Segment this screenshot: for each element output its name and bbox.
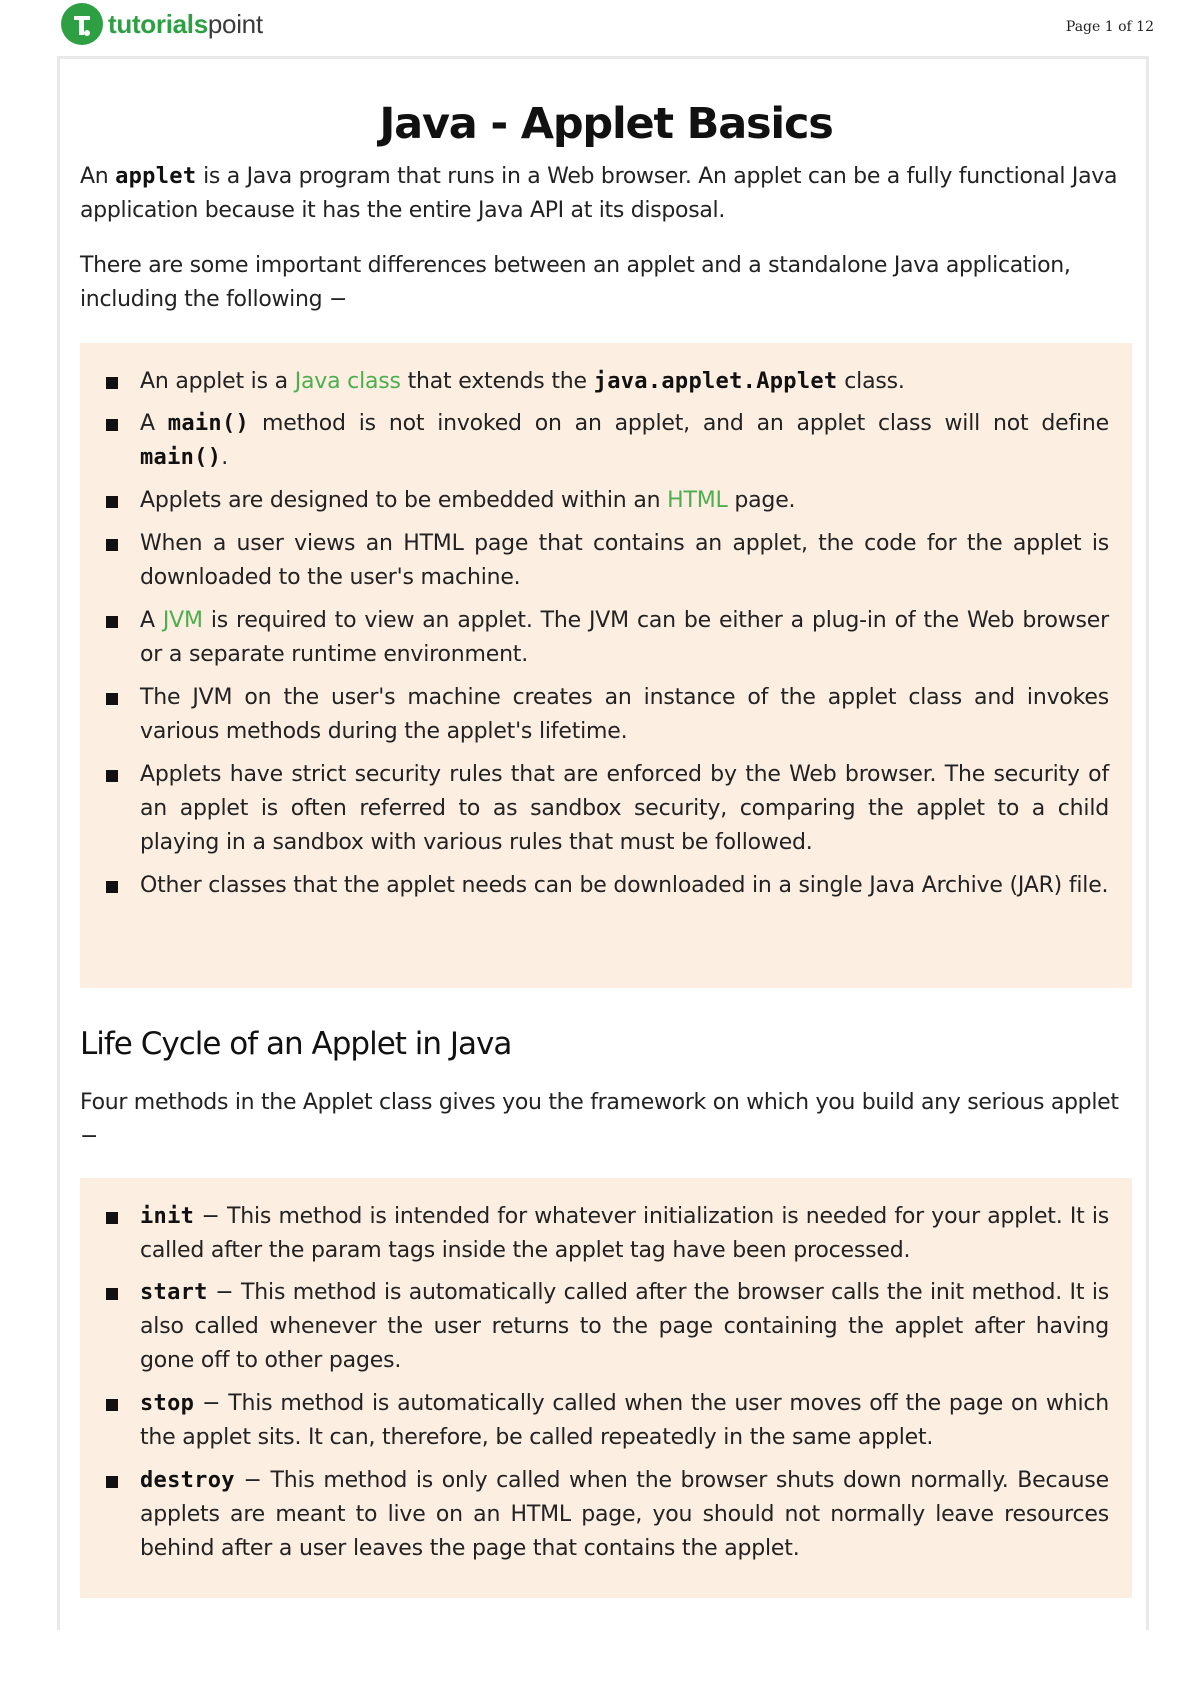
method-term-start: start	[140, 1280, 208, 1305]
code-java-applet-applet: java.applet.Applet	[593, 369, 838, 394]
lifecycle-intro: Four methods in the Applet class gives you the framework on which you build any serious applet −	[80, 1090, 1119, 1149]
list-item: An applet is a Java class that extends the java.applet.Applet class.	[80, 365, 1132, 399]
code-main: main()	[167, 411, 250, 436]
lifecycle-list	[80, 1200, 1132, 1566]
list-item: init − This method is intended for whatever initialization is needed for your applet. It is called after the param tags inside the applet tag have been processed.	[80, 1200, 1132, 1268]
intro-p1-pre: An	[80, 164, 116, 189]
logo-text-tutorials: tutorials	[108, 8, 208, 39]
tutorialspoint-logo[interactable]	[60, 2, 263, 46]
list-item: Applets are designed to be embedded within an HTML page.	[80, 484, 1132, 518]
square-bullet-icon	[106, 1212, 118, 1224]
section-heading-lifecycle: Life Cycle of an Applet in Java	[80, 1026, 512, 1062]
intro-paragraph-1	[80, 160, 1132, 228]
list-item: Applets have strict security rules that are enforced by the Web browser. The security of an applet is often referred to as sandbox security, comparing the applet to a child playing in a sandbox with various rules that must be followed.	[80, 758, 1132, 860]
code-main: main()	[140, 445, 222, 470]
method-term-init: init	[140, 1204, 195, 1229]
square-bullet-icon	[106, 881, 118, 893]
list-item: The JVM on the user's machine creates an instance of the applet class and invokes various methods during the applet's lifetime.	[80, 681, 1132, 749]
method-term-stop: stop	[140, 1391, 195, 1416]
method-term-destroy: destroy	[140, 1468, 235, 1493]
list-item: stop − This method is automatically called when the user moves off the page on which the applet sits. It can, therefore, be called repeatedly in the same applet.	[80, 1387, 1132, 1455]
list-item: start − This method is automatically called after the browser calls the init method. It is also called whenever the user returns to the page containing the applet after having gone off to other pages.	[80, 1276, 1132, 1378]
square-bullet-icon	[106, 1476, 118, 1488]
intro-p1-post: is a Java program that runs in a Web browser. An applet can be a fully functional Java application because it has the entire Java API at its disposal.	[80, 164, 1118, 223]
document-content	[80, 96, 1132, 1598]
square-bullet-icon	[106, 419, 118, 431]
square-bullet-icon	[106, 1288, 118, 1300]
java-class-link[interactable]: Java class	[294, 369, 401, 394]
html-link[interactable]: HTML	[667, 488, 728, 513]
square-bullet-icon	[106, 616, 118, 628]
differences-box	[80, 343, 1132, 988]
square-bullet-icon	[106, 539, 118, 551]
list-item: Other classes that the applet needs can be downloaded in a single Java Archive (JAR) file.	[80, 869, 1132, 903]
list-item: A main() method is not invoked on an applet, and an applet class will not define main().	[80, 407, 1132, 475]
logo-text-point: point	[207, 8, 263, 39]
square-bullet-icon	[106, 496, 118, 508]
lifecycle-box	[80, 1178, 1132, 1598]
square-bullet-icon	[106, 770, 118, 782]
page-header	[0, 0, 1200, 56]
square-bullet-icon	[106, 377, 118, 389]
tutorialspoint-logo-icon	[60, 2, 104, 46]
list-item: When a user views an HTML page that contains an applet, the code for the applet is downloaded to the user's machine.	[80, 527, 1132, 595]
list-item: destroy − This method is only called when the browser shuts down normally. Because applets are meant to live on an HTML page, you should not normally leave resources behind after a user leaves the page that contains the applet.	[80, 1464, 1132, 1566]
list-item: A JVM is required to view an applet. The JVM can be either a plug-in of the Web browser or a separate runtime environment.	[80, 604, 1132, 672]
differences-list	[80, 365, 1132, 903]
intro-paragraph-2: There are some important differences between an applet and a standalone Java application, including the following −	[80, 253, 1071, 312]
square-bullet-icon	[106, 693, 118, 705]
applet-term: applet	[115, 164, 197, 189]
page-title: Java - Applet Basics	[379, 99, 833, 149]
logo-text	[108, 9, 263, 40]
jvm-link[interactable]: JVM	[162, 608, 203, 633]
square-bullet-icon	[106, 1399, 118, 1411]
page-indicator: Page 1 of 12	[1065, 19, 1154, 35]
